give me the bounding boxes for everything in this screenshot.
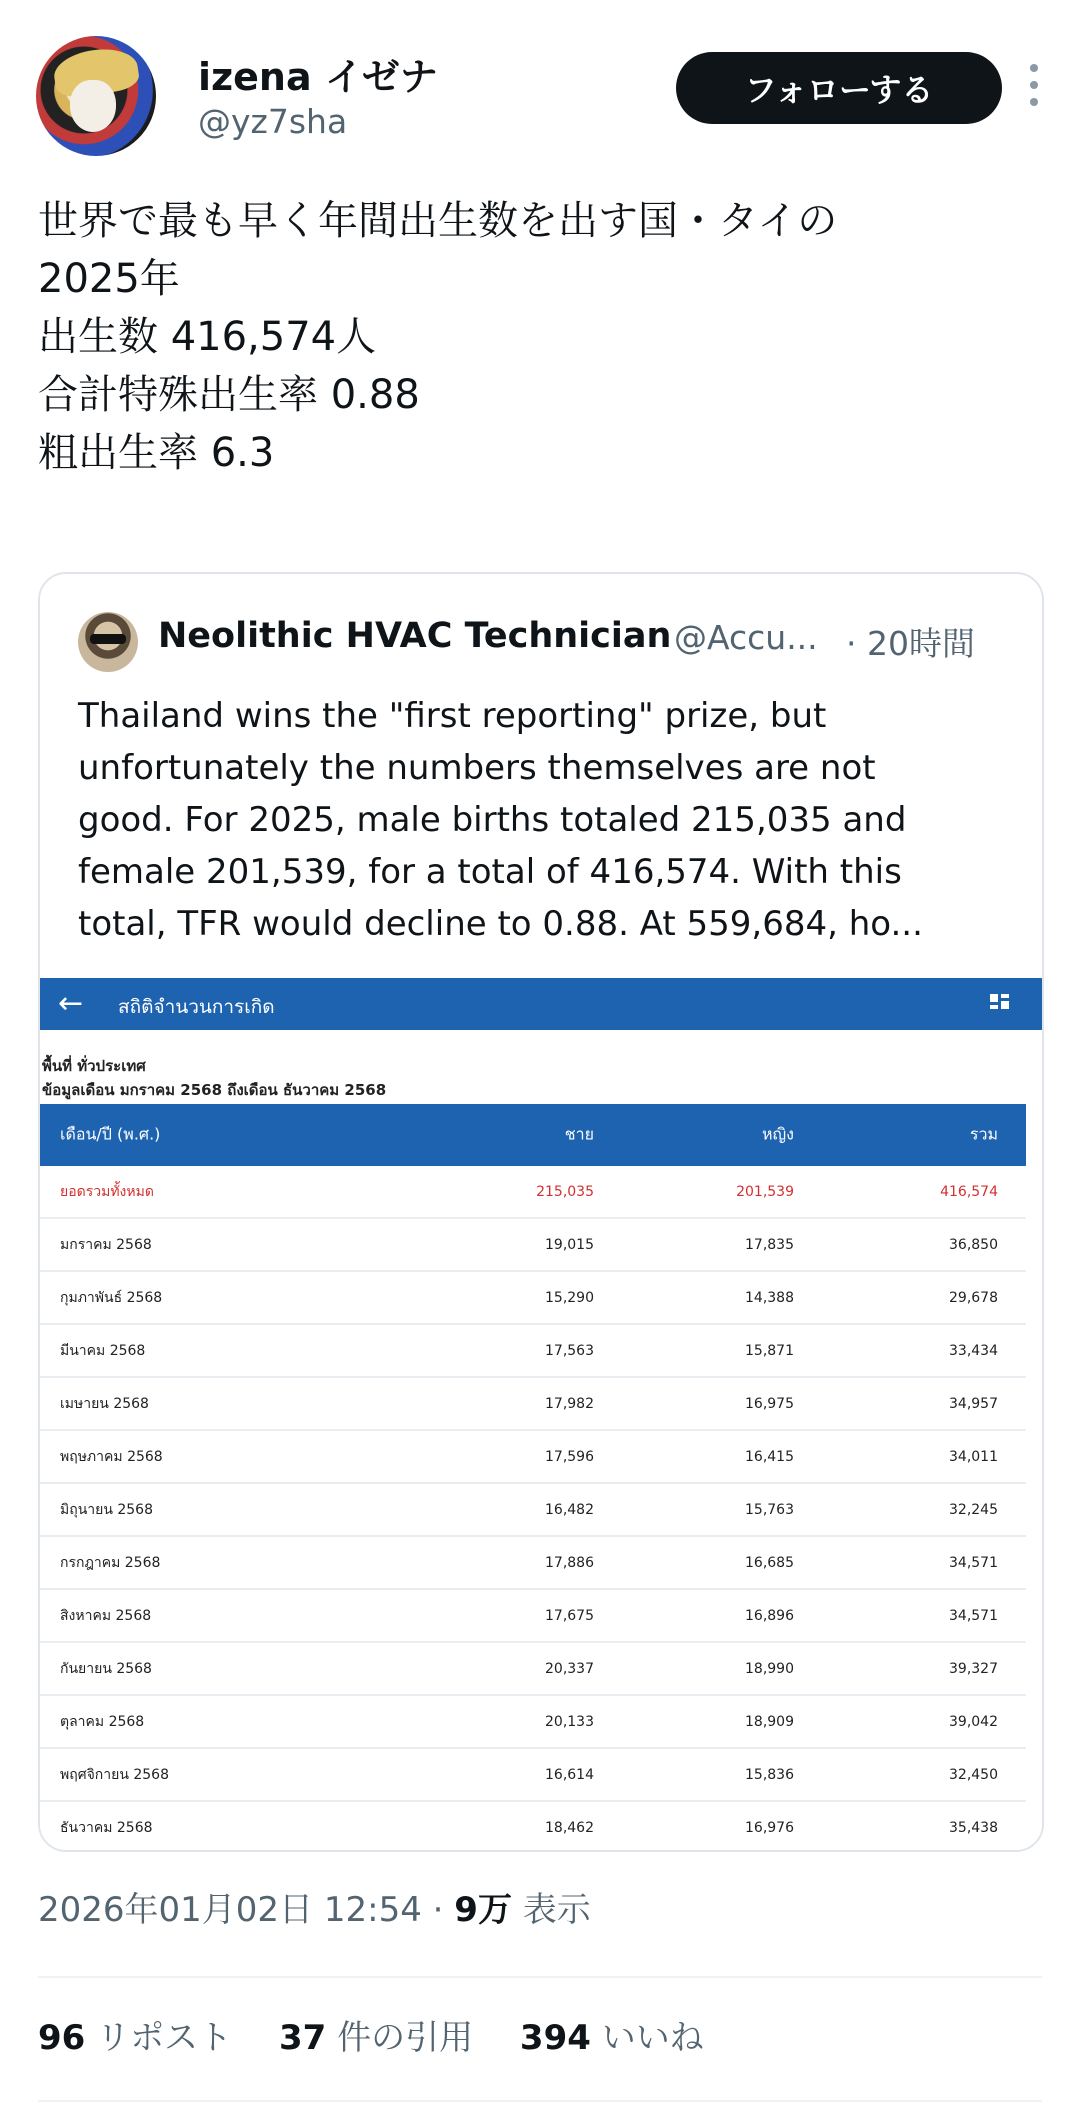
table-row	[40, 1219, 1026, 1272]
range-label: ข้อมูลเดือน มกราคม 2568 ถึงเดือน ธันวาคม 2568	[42, 1081, 387, 1099]
header-female: หญิง	[762, 1124, 794, 1144]
divider	[38, 2100, 1042, 2102]
cell: 29,678	[949, 1289, 998, 1306]
cell: 16,685	[745, 1554, 794, 1571]
author-handle[interactable]: @yz7sha	[198, 102, 348, 141]
cell: เมษายน 2568	[60, 1395, 149, 1412]
follow-button[interactable]: フォローする	[676, 52, 1002, 124]
total-row	[40, 1166, 1026, 1219]
reposts-label: リポスト	[96, 2018, 233, 2058]
quoted-line: Thailand wins the "first reporting" prize, but	[78, 696, 827, 736]
grid-icon	[990, 994, 1010, 1014]
cell: กุมภาพันธ์ 2568	[60, 1289, 163, 1306]
cell: กันยายน 2568	[60, 1660, 152, 1677]
cell: 17,596	[545, 1448, 594, 1465]
cell: 35,438	[949, 1819, 998, 1836]
cell: 17,886	[545, 1554, 594, 1571]
quoted-author-name: Neolithic HVAC Technician	[158, 616, 672, 656]
cell: พฤศจิกายน 2568	[60, 1766, 169, 1783]
tweet-timestamp[interactable]: 2026年01月02日 12:54 ·	[38, 1890, 444, 1930]
cell: 18,462	[545, 1819, 594, 1836]
quoted-tweet-card[interactable]	[38, 572, 1044, 1852]
table-row	[40, 1590, 1026, 1643]
quoted-line: unfortunately the numbers themselves are not	[78, 748, 876, 788]
cell: ธันวาคม 2568	[60, 1819, 153, 1836]
back-arrow-icon: ←	[58, 986, 84, 1021]
avatar-face	[70, 80, 116, 132]
cell: กรกฎาคม 2568	[60, 1554, 161, 1571]
cell: 15,836	[745, 1766, 794, 1783]
likes-count: 394	[519, 2018, 591, 2058]
cell: 17,835	[745, 1236, 794, 1253]
table-header	[40, 1104, 1026, 1166]
header-male: ชาย	[564, 1124, 594, 1144]
cell: 34,571	[949, 1607, 998, 1624]
view-count: 9万	[454, 1890, 512, 1930]
cell: มกราคม 2568	[60, 1236, 152, 1253]
quoted-timestamp: · 20時間	[846, 624, 975, 663]
cell: 15,763	[745, 1501, 794, 1518]
cell: 16,976	[745, 1819, 794, 1836]
cell: 19,015	[545, 1236, 594, 1253]
cell: 16,975	[745, 1395, 794, 1412]
table-row	[40, 1802, 1026, 1852]
area-label: พื้นที่ ทั่วประเทศ	[42, 1057, 146, 1075]
cell: 17,982	[545, 1395, 594, 1412]
quoted-line: total, TFR would decline to 0.88. At 559,684, ho...	[78, 904, 923, 944]
quoted-tweet-text	[78, 690, 1008, 950]
author-display-name[interactable]: izena イゼナ	[198, 55, 438, 99]
cell: 34,571	[949, 1554, 998, 1571]
table-row	[40, 1696, 1026, 1749]
cell: 34,957	[949, 1395, 998, 1412]
cell: 16,896	[745, 1607, 794, 1624]
tweet-line: 世界で最も早く年間出生数を出す国・タイの	[38, 198, 838, 244]
tweet-text	[38, 192, 1048, 482]
quoted-author-avatar	[78, 612, 138, 672]
reposts-stat[interactable]	[38, 2018, 243, 2058]
author-avatar[interactable]	[36, 36, 156, 156]
cell: ยอดรวมทั้งหมด	[60, 1183, 154, 1200]
tweet-line: 合計特殊出生率 0.88	[38, 372, 420, 418]
cell: 14,388	[745, 1289, 794, 1306]
table-row	[40, 1643, 1026, 1696]
tweet-line: 出生数 416,574人	[38, 314, 377, 360]
tweet-header	[36, 36, 1044, 156]
more-options-icon[interactable]	[1024, 64, 1044, 124]
tweet-line: 粗出生率 6.3	[38, 430, 275, 476]
table-body	[40, 1219, 1026, 1852]
cell: 16,482	[545, 1501, 594, 1518]
cell: 15,871	[745, 1342, 794, 1359]
cell: มีนาคม 2568	[60, 1342, 146, 1359]
cell: ตุลาคม 2568	[60, 1713, 145, 1730]
quoted-author-handle: @Accu...	[674, 618, 818, 657]
engagement-stats	[38, 2010, 740, 2059]
app-bar	[40, 978, 1042, 1030]
quotes-label: 件の引用	[337, 2018, 474, 2058]
table-row	[40, 1749, 1026, 1802]
likes-stat[interactable]	[520, 2018, 704, 2058]
tweet-line: 2025年	[38, 256, 180, 302]
tweet-meta	[38, 1882, 591, 1931]
cell: 201,539	[736, 1183, 794, 1200]
likes-label: いいね	[601, 2018, 704, 2058]
cell: 416,574	[940, 1183, 998, 1200]
cell: 18,990	[745, 1660, 794, 1677]
cell: 16,415	[745, 1448, 794, 1465]
table-row	[40, 1325, 1026, 1378]
cell: 18,909	[745, 1713, 794, 1730]
cell: 215,035	[536, 1183, 594, 1200]
app-title: สถิติจำนวนการเกิด	[118, 996, 275, 1018]
cell: 39,327	[949, 1660, 998, 1677]
cell: มิถุนายน 2568	[60, 1501, 153, 1518]
quoted-line: good. For 2025, male births totaled 215,035 and	[78, 800, 907, 840]
attached-screenshot[interactable]	[40, 978, 1042, 1850]
cell: 16,614	[545, 1766, 594, 1783]
header-month: เดือน/ปี (พ.ศ.)	[60, 1124, 161, 1144]
cell: 36,850	[949, 1236, 998, 1253]
table-row	[40, 1431, 1026, 1484]
cell: พฤษภาคม 2568	[60, 1448, 163, 1465]
cell: 39,042	[949, 1713, 998, 1730]
quoted-line: female 201,539, for a total of 416,574. With this	[78, 852, 902, 892]
table-row	[40, 1484, 1026, 1537]
header-total: รวม	[969, 1124, 998, 1144]
cell: 20,133	[545, 1713, 594, 1730]
cell: 20,337	[545, 1660, 594, 1677]
cell: 17,675	[545, 1607, 594, 1624]
cell: 33,434	[949, 1342, 998, 1359]
cell: 15,290	[545, 1289, 594, 1306]
births-table	[40, 1104, 1026, 1852]
table-row	[40, 1378, 1026, 1431]
view-label: 表示	[522, 1890, 591, 1930]
table-row	[40, 1272, 1026, 1325]
cell: 17,563	[545, 1342, 594, 1359]
cell: 32,450	[949, 1766, 998, 1783]
quotes-stat[interactable]	[279, 2018, 484, 2058]
table-row	[40, 1537, 1026, 1590]
divider	[38, 1976, 1042, 1978]
cell: สิงหาคม 2568	[60, 1607, 152, 1624]
quotes-count: 37	[278, 2018, 327, 2058]
cell: 34,011	[949, 1448, 998, 1465]
reposts-count: 96	[38, 2018, 86, 2058]
cell: 32,245	[949, 1501, 998, 1518]
